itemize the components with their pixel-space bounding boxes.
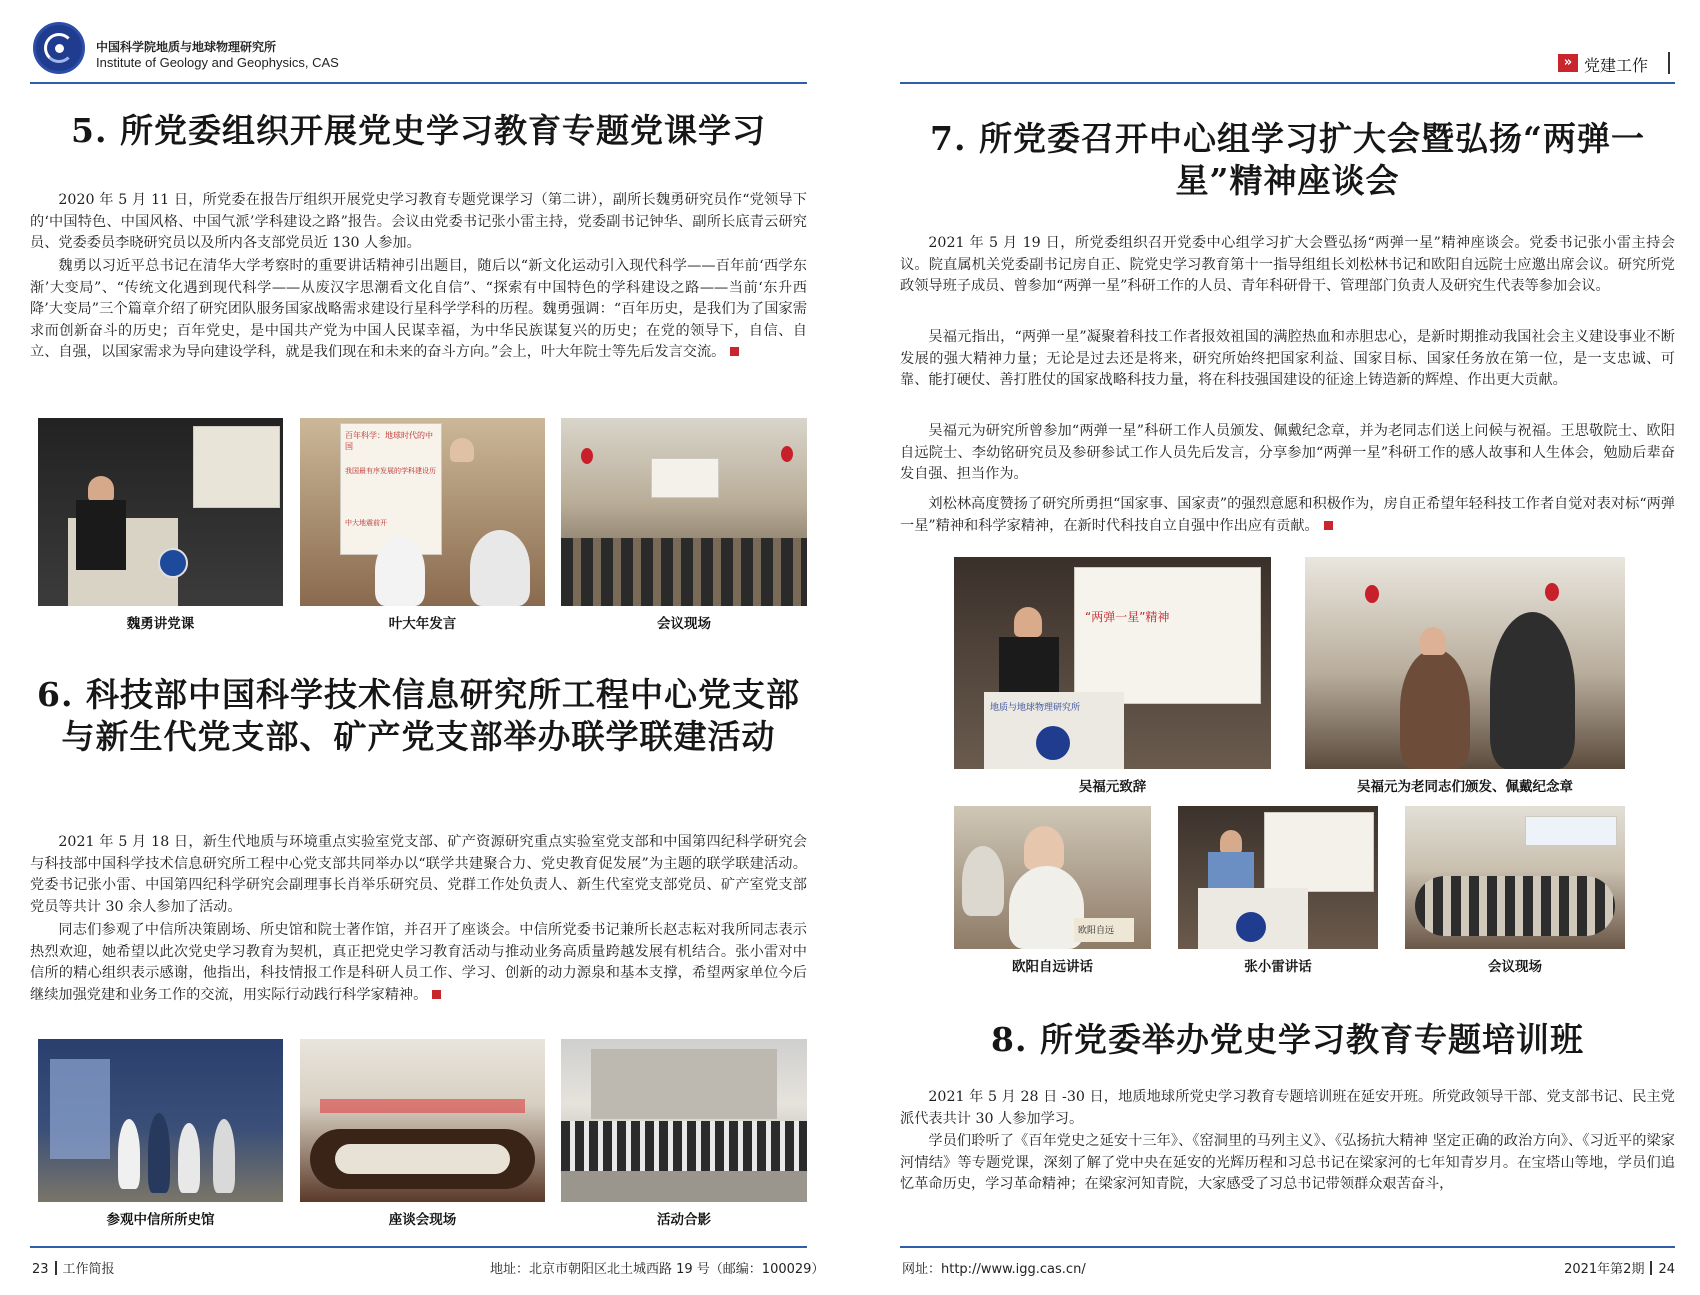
section-5-paragraph: 魏勇以习近平总书记在清华大学考察时的重要讲话精神引出题目，随后以“新文化运动引入现代科学——百年前‘西学东渐’大变局”、“传统文化遇到现代科学——从废汉字思潮看文化自信”、“探索有中国特色的学科建设之路——当前‘东升西降’大变局”三个篇章介绍了研究团队服务国家战略需求建设行星科学学科的历程。魏勇强调：“百年历史，是我们为了国家需求而创新奋斗的历史；百年党史，是中国共产党为中国人民谋幸福，为中华民族谋复兴的历史；在党的领导下，自信、自立、自强，以国家需求为导向建设学科，就是我们现在和未来的奋斗方向。”会上，叶大年院士等先后发言交流。	[30, 258, 807, 361]
left-footer-pub	[32, 1258, 115, 1277]
end-mark-icon	[730, 347, 739, 356]
photo-screen-text: 百年科学：地球时代的中国	[345, 431, 433, 451]
caption-meeting-hall: 会议现场	[657, 616, 711, 632]
header-rule	[900, 82, 1675, 84]
photo-screen-text: 中大地震前开	[345, 519, 387, 527]
section-5-paragraph: 2020 年 5 月 11 日，所党委在报告厅组织开展党史学习教育专题党课学习（第二讲），副所长魏勇研究员作“党领导下的‘中国特色、中国风格、中国气派’学科建设之路”报告。会议由党委书记张小雷主持，党委副书记钟华、副所长底青云研究员、党委委员李晓研究员以及所内各支部党员近 130 人参加。	[30, 192, 807, 252]
footer-rule	[30, 1246, 807, 1248]
caption-weiyong-lecture: 魏勇讲党课	[126, 616, 195, 632]
photo-screen-text: 我国最有序发展的学科建设历	[345, 467, 436, 475]
section-7-paragraph: 2021 年 5 月 19 日，所党委组织召开党委中心组学习扩大会暨弘扬“两弹一星”精神座谈会。党委书记张小雷主持会议。院直属机关党委副书记房自正、院党史学习教育第十一指导组组长刘松林书记和欧阳自远院士应邀出席会议。研究所党政领导班子成员、曾参加“两弹一星”科研工作的人员、青年科研骨干、管理部门负责人及研究生代表等参加会议。	[900, 235, 1675, 295]
footer-address: 地址：北京市朝阳区北土城西路 19 号（邮编：100029）	[490, 1262, 825, 1277]
caption-symposium: 座谈会现场	[388, 1212, 457, 1228]
photo-ouyang-speech	[954, 806, 1151, 949]
section-label: 党建工作	[1584, 56, 1649, 75]
screen-title: “两弹一星”精神	[1085, 610, 1170, 624]
footer-rule	[900, 1246, 1675, 1248]
double-chevron-icon: »	[1558, 54, 1578, 72]
section-6-paragraph: 同志们参观了中信所决策剧场、所史馆和院士著作馆，并召开了座谈会。中信所党委书记兼所长赵志耘对我所同志表示热烈欢迎，她希望以此次党史学习教育为契机，真正把党史学习教育活动与推动业务高质量跨越发展有机结合。张小雷对中信所的精心组织表示感谢，他指出，科技情报工作是科研人员工作、学习、创新的动力源泉和基本支撑，希望两家单位今后继续加强党建和业务工作的交流，用实际行动践行科学家精神。	[30, 922, 807, 1003]
caption-wufuyuan-address: 吴福元致辞	[1078, 779, 1147, 795]
photo-wufuyuan-address	[954, 557, 1271, 769]
org-name-en: Institute of Geology and Geophysics, CAS	[96, 55, 339, 70]
section-8-title: 8. 所党委举办党史学习教育专题培训班	[991, 1020, 1584, 1059]
header-rule	[30, 82, 807, 84]
page-number: 23	[32, 1262, 49, 1277]
section-7-paragraph: 刘松林高度赞扬了研究所勇担“国家事、国家责”的强烈意愿和积极作为，房自正希望年轻科技工作者自觉对表对标“两弹一星”精神和科学家精神，在新时代科技自立自强中作出应有贡献。	[900, 496, 1675, 534]
caption-medal-presentation: 吴福元为老同志们颁发、佩戴纪念章	[1357, 779, 1573, 795]
podium-sign: 地质与地球物理研究所	[990, 703, 1081, 713]
section-5-title: 5. 所党委组织开展党史学习教育专题党课学习	[71, 111, 766, 150]
name-card: 欧阳自远	[1078, 926, 1115, 936]
right-page	[850, 0, 1700, 1295]
section-8-paragraph: 2021 年 5 月 28 日 -30 日，地质地球所党史学习教育专题培训班在延安开班。所党政领导干部、党支部书记、民主党派代表共计 30 人参加学习。	[900, 1089, 1675, 1127]
photo-weiyong-lecture	[38, 418, 283, 606]
section-7-paragraph: 吴福元为研究所曾参加“两弹一星”科研工作人员颁发、佩戴纪念章，并为老同志们送上问候与祝福。王思敬院士、欧阳自远院士、李幼铭研究员及参研参试工作人员先后发言，分享参加“两弹一星”科研工作的感人故事和人生体会，勉励后辈奋发自强、担当作为。	[900, 423, 1675, 483]
photo-symposium	[300, 1039, 545, 1202]
publication-name: 工作简报	[62, 1262, 115, 1277]
caption-zhangxiaolei-speech: 张小雷讲话	[1244, 959, 1312, 975]
institute-logo-icon	[33, 22, 85, 74]
photo-meeting-hall	[561, 418, 807, 606]
caption-ouyang-speech: 欧阳自远讲话	[1012, 959, 1093, 975]
issue-label: 2021年第2期	[1564, 1262, 1645, 1277]
end-mark-icon	[432, 990, 441, 999]
caption-meeting-room: 会议现场	[1488, 959, 1542, 975]
footer-website: 网址：http://www.igg.cas.cn/	[902, 1262, 1086, 1277]
photo-yedanian-speech	[300, 418, 545, 606]
caption-yedanian-speech: 叶大年发言	[388, 616, 457, 632]
page-number: 24	[1658, 1262, 1675, 1277]
photo-zhangxiaolei-speech	[1178, 806, 1378, 949]
end-mark-icon	[1324, 521, 1333, 530]
section-6-title: 6. 科技部中国科学技术信息研究所工程中心党支部与新生代党支部、矿产党支部举办联学联建活动	[37, 675, 800, 756]
right-footer-issue	[1564, 1258, 1675, 1277]
photo-history-museum-visit	[38, 1039, 283, 1202]
org-name-cn: 中国科学院地质与地球物理研究所	[96, 40, 277, 54]
photo-meeting-room	[1405, 806, 1625, 949]
photo-medal-presentation	[1305, 557, 1625, 769]
section-6-paragraph: 2021 年 5 月 18 日，新生代地质与环境重点实验室党支部、矿产资源研究重点实验室党支部和中国第四纪科学研究会与科技部中国科学技术信息研究所工程中心党支部共同举办以“联学共建聚合力、党史教育促发展”为主题的联学联建活动。党委书记张小雷、中国第四纪科学研究会副理事长肖举乐研究员、党群工作处负责人、新生代室党支部党员、矿产室党支部党员等共计 30 余人参加了活动。	[30, 834, 807, 915]
section-tag	[1540, 48, 1675, 78]
section-7-paragraph: 吴福元指出，“两弹一星”凝聚着科技工作者报效祖国的满腔热血和赤胆忠心，是新时期推动我国社会主义建设事业不断发展的强大精神力量；无论是过去还是将来，研究所始终把国家利益、国家目标、国家任务放在第一位，是一支忠诚、可靠、能打硬仗、善打胜仗的国家战略科技力量，将在科技强国建设的征途上铸造新的辉煌、作出更大贡献。	[900, 329, 1675, 389]
caption-history-museum-visit: 参观中信所所史馆	[106, 1212, 215, 1228]
photo-group-photo	[561, 1039, 807, 1202]
caption-group-photo: 活动合影	[657, 1212, 711, 1228]
section-7-title: 7. 所党委召开中心组学习扩大会暨弘扬“两弹一星”精神座谈会	[930, 119, 1645, 200]
section-8-paragraph: 学员们聆听了《百年党史之延安十三年》、《窑洞里的马列主义》、《弘扬抗大精神 坚定正确的政治方向》、《习近平的梁家河情结》等专题党课，深刻了解了党中央在延安的光辉历程和习总书记在梁家河的七年知青岁月。在宝塔山等地，学员们追忆革命历史，学习革命精神；在梁家河知青院，大家感受了习总书记带领群众艰苦奋斗，	[900, 1133, 1675, 1193]
